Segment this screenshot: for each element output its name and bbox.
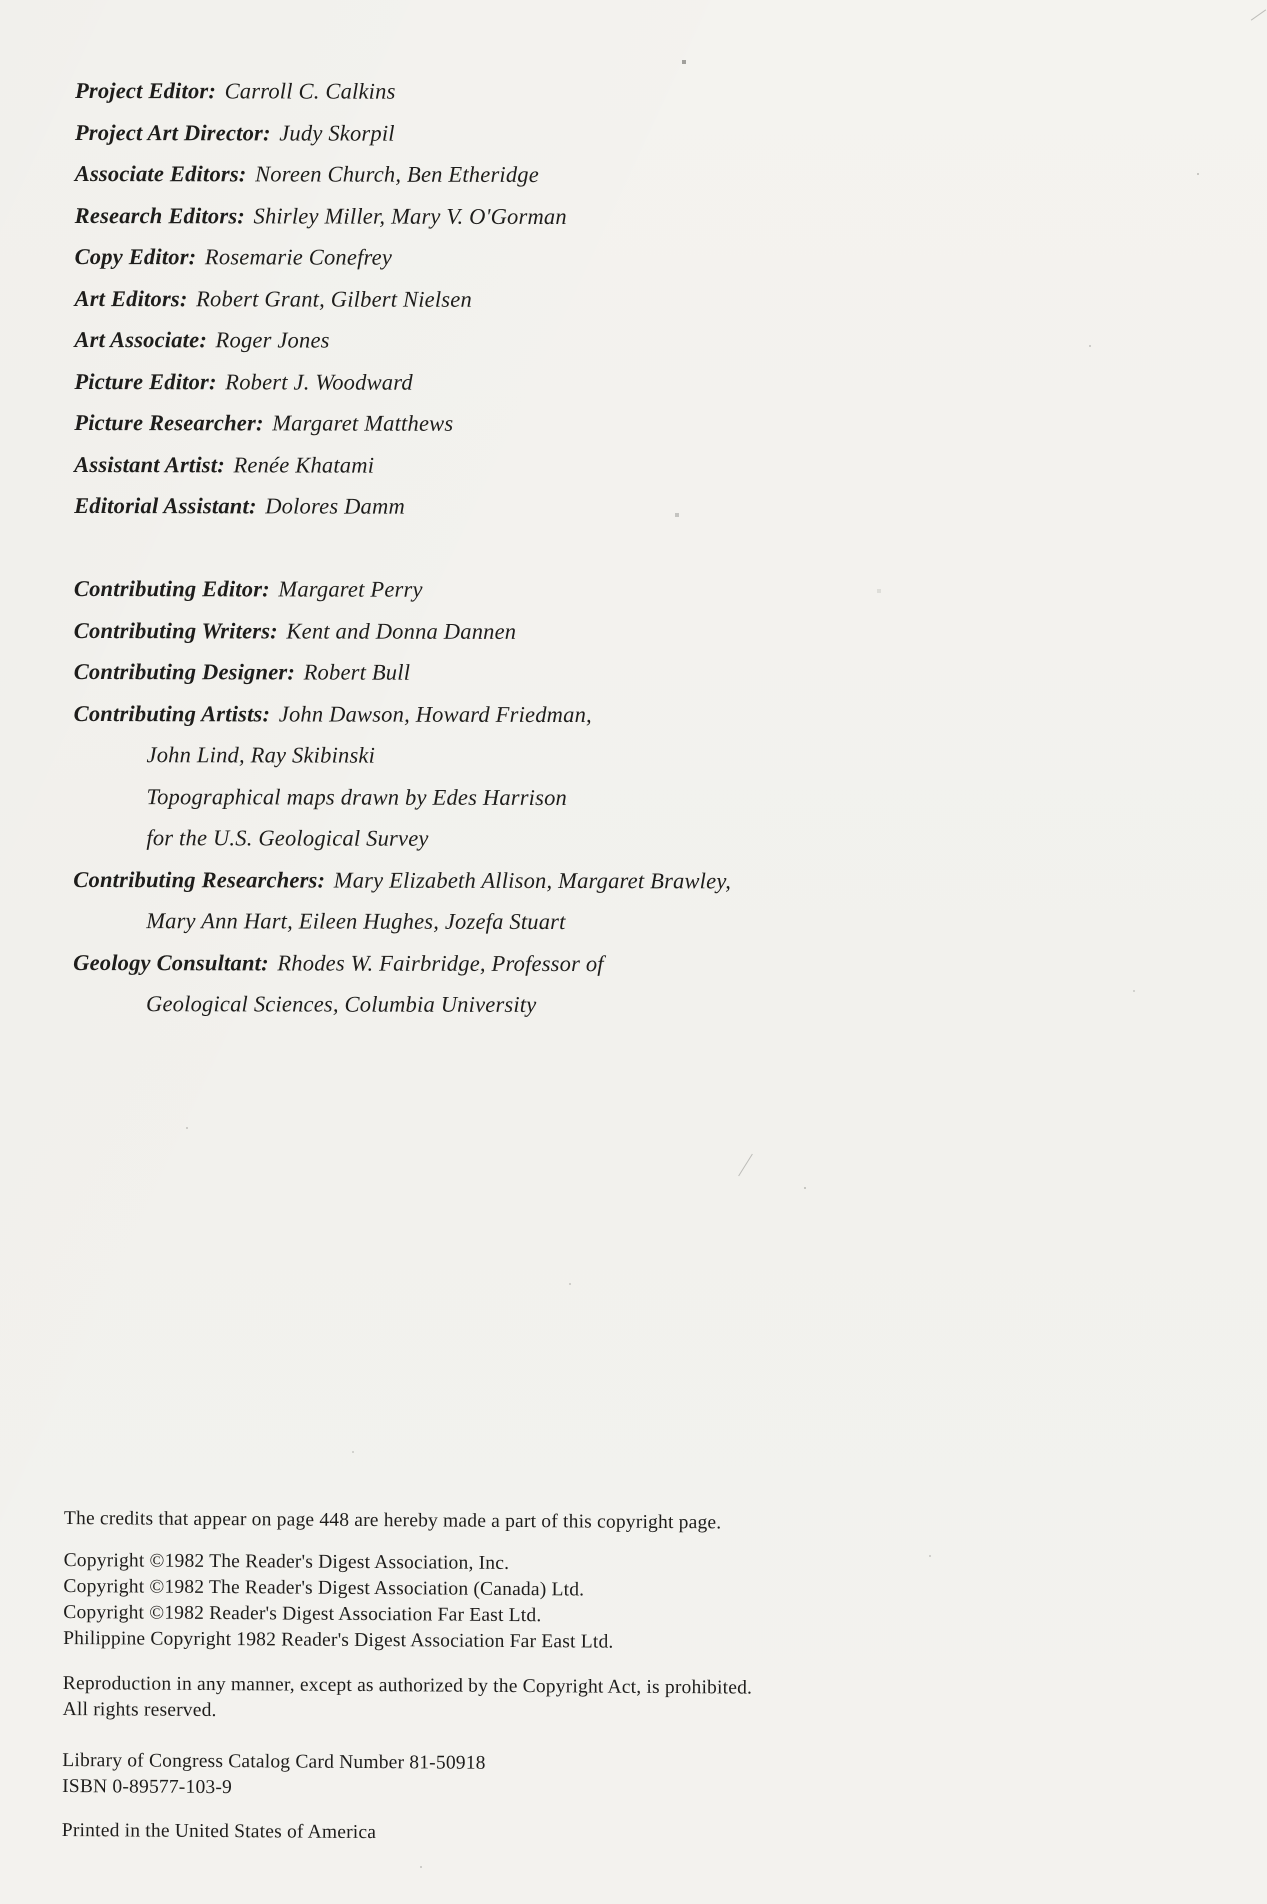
credit-line [74,277,934,320]
credit-names: Roger Jones [215,327,330,353]
credit-role: Art Associate: [74,326,208,353]
credit-line [74,360,934,403]
reproduction-line: Reproduction in any manner, except as authorized by the Copyright Act, is prohibited. [62,1672,753,1699]
credit-names: John Dawson, Howard Friedman, [278,700,592,727]
credit-names: Robert J. Woodward [225,368,413,395]
credit-role: Picture Researcher: [74,409,264,436]
credit-line [74,319,934,362]
copyright-line: Copyright ©1982 The Reader's Digest Association (Canada) Ltd. [63,1575,585,1601]
scan-scratch [738,1154,753,1177]
credit-names: Rhodes W. Fairbridge, Professor of [277,949,604,976]
credit-line [74,443,934,486]
credit-names: Margaret Matthews [272,410,454,436]
credit-role: Contributing Writers: [73,617,278,643]
credit-role: Contributing Designer: [73,658,296,685]
credit-role: Picture Editor: [74,368,217,394]
credit-role: Contributing Researchers: [73,866,326,893]
credits-block [73,70,935,1026]
reproduction-paragraph [63,1671,923,1729]
credit-role: Project Editor: [74,77,217,104]
credit-line [75,70,935,113]
credit-role: Research Editors: [74,202,246,228]
isbn-line: ISBN 0-89577-103-9 [62,1775,233,1799]
credit-role: Associate Editors: [74,160,247,187]
credit-role: Contributing Artists: [73,700,271,726]
credit-role: Geology Consultant: [73,949,269,975]
credit-line [74,485,934,528]
scan-scratch [1251,9,1266,20]
credit-names: Shirley Miller, Mary V. O'Gorman [253,202,567,229]
credit-continuation: Topographical maps drawn by Edes Harrison [146,783,568,810]
credit-line [74,692,934,735]
printed-line: Printed in the United States of America [61,1819,377,1844]
credit-role: Copy Editor: [74,243,197,270]
legal-block [62,1506,924,1850]
credit-role: Assistant Artist: [74,451,225,477]
lccn-line: Library of Congress Catalog Card Number 81-50918 [62,1749,486,1774]
credit-names: Dolores Damm [265,493,405,519]
credit-line [73,858,933,901]
credit-names: Carroll C. Calkins [224,78,396,104]
credit-line [73,941,933,984]
credit-line [75,153,935,196]
credit-continuation: for the U.S. Geological Survey [146,825,429,851]
paper-specks [0,0,2,2]
credit-role: Art Editors: [74,285,188,311]
credit-role: Editorial Assistant: [74,492,257,519]
credit-line [74,568,934,611]
credit-line [75,111,935,154]
reproduction-line: All rights reserved. [62,1698,217,1722]
credit-line [74,651,934,694]
credit-names: Judy Skorpil [279,119,395,146]
credit-line [74,609,934,652]
credit-names: Mary Elizabeth Allison, Margaret Brawley, [333,867,732,893]
credit-names: Robert Grant, Gilbert Nielsen [196,285,472,312]
credit-role: Project Art Director: [74,119,271,145]
credit-continuation: Mary Ann Hart, Eileen Hughes, Jozefa Stuart [146,908,566,935]
section-gap [74,526,934,569]
credit-line [75,236,935,279]
credit-continuation: Geological Sciences, Columbia University [146,991,537,1017]
credit-line [74,402,934,445]
credit-names: Rosemarie Conefrey [204,244,393,270]
credit-names: Renée Khatami [233,451,375,478]
credit-continuation: John Lind, Ray Skibinski [146,742,376,768]
copyright-line: Copyright ©1982 The Reader's Digest Association, Inc. [63,1549,510,1574]
catalog-paragraph [62,1748,922,1806]
copyright-paragraph [63,1548,924,1658]
credits-note: The credits that appear on page 448 are hereby made a part of this copyright page. [63,1508,722,1534]
copyright-line: Philippine Copyright 1982 Reader's Digest Association Far East Ltd. [63,1627,614,1653]
credit-names: Kent and Donna Dannen [286,617,517,644]
credit-line [75,194,935,237]
copyright-line: Copyright ©1982 Reader's Digest Association Far East Ltd. [63,1601,542,1627]
credit-names: Margaret Perry [278,576,423,602]
credit-names: Noreen Church, Ben Etheridge [255,161,539,187]
credit-role: Contributing Editor: [73,575,270,602]
credit-names: Robert Bull [303,659,411,685]
